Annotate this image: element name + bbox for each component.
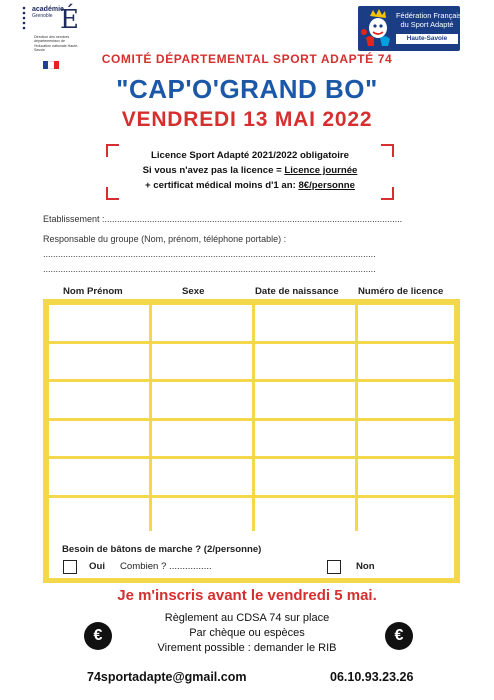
federation-line2: du Sport Adapté [400, 20, 454, 29]
table-cell[interactable] [49, 382, 149, 418]
contact-phone[interactable]: 06.10.93.23.26 [330, 670, 414, 684]
column-header-name: Nom Prénom [63, 286, 123, 297]
table-cell[interactable] [255, 421, 355, 457]
deadline-notice: Je m'inscris avant le vendredi 5 mai. [117, 587, 377, 604]
table-cell[interactable] [358, 421, 454, 457]
payment-line-1: Règlement au CDSA 74 sur place [164, 612, 330, 624]
academy-logo-dots [18, 4, 30, 48]
table-cell[interactable] [49, 421, 149, 457]
academy-description: Direction des services départementaux de l'éducation nationale Haute-Savoie [34, 35, 79, 53]
walking-sticks-panel [49, 531, 454, 578]
table-cell[interactable] [49, 459, 149, 495]
euro-icon: € [385, 622, 413, 650]
table-cell[interactable] [152, 382, 252, 418]
licence-requirement: Licence Sport Adapté 2021/2022 obligatoire [151, 150, 349, 161]
table-cell[interactable] [358, 382, 454, 418]
table-cell[interactable] [255, 459, 355, 495]
table-cell[interactable] [49, 344, 149, 380]
table-cell[interactable] [49, 305, 149, 341]
mascot-icon [360, 8, 394, 49]
day-licence-label: Licence journée [284, 165, 358, 176]
academy-word: académie [32, 6, 64, 13]
responsible-field[interactable]: Responsable du groupe (Nom, prénom, téléphone portable) : [43, 234, 287, 244]
responsible-dots-line-2[interactable]: ..................................................................................................................................... [43, 264, 376, 274]
how-many-field[interactable]: Combien ? ................ [120, 561, 212, 572]
federation-logo [358, 6, 466, 51]
no-label: Non [356, 561, 375, 572]
table-cell[interactable] [358, 459, 454, 495]
price-label: 8€/personne [298, 180, 355, 191]
payment-line-3: Virement possible : demander le RIB [157, 642, 337, 654]
table-cell[interactable] [358, 498, 454, 534]
federation-line1: Fédération Française [396, 11, 466, 20]
table-cell[interactable] [49, 498, 149, 534]
establishment-field[interactable]: Etablissement :....................................................................................................................... [43, 214, 403, 224]
table-cell[interactable] [152, 498, 252, 534]
column-header-birthdate: Date de naissance [255, 286, 339, 297]
column-header-sex: Sexe [182, 286, 205, 297]
payment-line-2: Par chèque ou espèces [189, 627, 305, 639]
event-date: VENDREDI 13 MAI 2022 [121, 108, 373, 131]
table-cell[interactable] [152, 459, 252, 495]
table-cell[interactable] [358, 344, 454, 380]
registration-table [43, 299, 460, 583]
table-cell[interactable] [255, 344, 355, 380]
contact-email[interactable]: 74sportadapte@gmail.com [87, 670, 247, 684]
yes-checkbox[interactable] [63, 560, 77, 574]
table-cell[interactable] [255, 305, 355, 341]
table-cell[interactable] [255, 498, 355, 534]
event-title: "CAP'O'GRAND BO" [116, 74, 378, 104]
medical-certificate-line [105, 180, 395, 191]
table-cell[interactable] [255, 382, 355, 418]
euro-icon: € [84, 622, 112, 650]
licence-alternative-prefix: Si vous n'avez pas la licence = [142, 165, 285, 176]
no-checkbox[interactable] [327, 560, 341, 574]
walking-sticks-question: Besoin de bâtons de marche ? (2/personne) [62, 544, 262, 555]
licence-alternative [105, 165, 395, 176]
licence-info-box [105, 143, 395, 201]
table-cell[interactable] [152, 305, 252, 341]
academy-e-glyph: É [60, 5, 79, 35]
medical-certificate-prefix: + certificat médical moins d'1 an: [145, 180, 299, 191]
responsible-dots-line-1[interactable]: ..................................................................................................................................... [43, 249, 376, 259]
federation-line3: Haute-Savoie [396, 34, 458, 44]
yes-label: Oui [89, 561, 105, 572]
column-header-licence-number: Numéro de licence [358, 286, 444, 297]
committee-name: COMITÉ DÉPARTEMENTAL SPORT ADAPTÉ 74 [101, 52, 393, 66]
academy-city: Grenoble [32, 13, 53, 19]
table-cell[interactable] [152, 344, 252, 380]
table-cell[interactable] [152, 421, 252, 457]
table-cell[interactable] [358, 305, 454, 341]
